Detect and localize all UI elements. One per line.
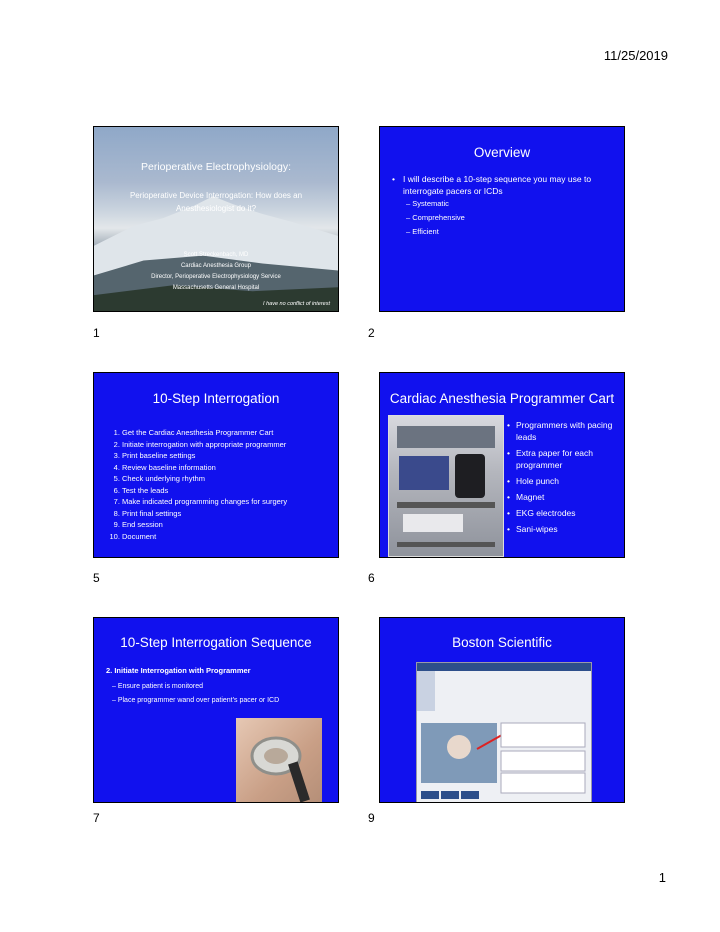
steps-list	[108, 427, 287, 542]
slide-2-title: Overview	[473, 145, 531, 160]
slide-5-title: 10-Step Interrogation	[152, 391, 280, 406]
slide-number: 2	[368, 326, 375, 340]
sub-bullet: – Comprehensive	[406, 213, 465, 222]
slide-1	[93, 126, 339, 312]
step-item: 2. Initiate interrogation with appropriate programmer	[122, 439, 287, 451]
sub-bullet: – Place programmer wand over patient’s pacer or ICD	[112, 697, 280, 704]
step-item: 6. Test the leads	[122, 485, 287, 497]
slide-9-title: Boston Scientific	[452, 635, 552, 650]
step-item: 4. Review baseline information	[122, 462, 287, 474]
header-date: 11/25/2019	[603, 48, 668, 63]
programmer-cart-photo	[388, 415, 504, 557]
step-item: 9. End session	[122, 519, 287, 531]
slide-number: 5	[93, 571, 100, 585]
step-heading: 2. Initiate Interrogation with Programmer	[106, 666, 251, 675]
cart-item: • Programmers with pacing leads	[516, 419, 624, 443]
slide-1-credits	[94, 250, 338, 294]
cart-item: • Sani-wipes	[516, 523, 624, 535]
slide-9	[379, 617, 625, 803]
slide-number: 7	[93, 811, 100, 825]
slide-number: 9	[368, 811, 375, 825]
credit-line: Director, Perioperative Electrophysiology Service	[151, 274, 281, 280]
slide-1-title: Perioperative Electrophysiology:	[141, 161, 291, 173]
slide-7-title: 10-Step Interrogation Sequence	[120, 635, 312, 650]
credit-line: Scott Streckenbach, MD	[183, 252, 249, 258]
slide-number: 6	[368, 571, 375, 585]
slide-6	[379, 372, 625, 558]
slide-1-subtitle: Perioperative Device Interrogation: How does an Anesthesiologist do it?	[129, 191, 303, 213]
page-number: 1	[658, 870, 666, 885]
cart-item: • Hole punch	[516, 475, 624, 487]
cart-item: • Magnet	[516, 491, 624, 503]
step-item: 1. Get the Cardiac Anesthesia Programmer Cart	[122, 427, 287, 439]
credit-line: Cardiac Anesthesia Group	[180, 263, 252, 269]
slide-2	[379, 126, 625, 312]
slide-6-title: Cardiac Anesthesia Programmer Cart	[389, 391, 615, 406]
slide-7	[93, 617, 339, 803]
bullet-item: • I will describe a 10-step sequence you may use to interrogate pacers or ICDs	[392, 173, 612, 197]
step-item: 3. Print baseline settings	[122, 450, 287, 462]
step-item: 8. Print final settings	[122, 508, 287, 520]
overview-bullets	[392, 173, 612, 239]
slide-number: 1	[93, 326, 100, 340]
sub-bullet: – Ensure patient is monitored	[112, 683, 204, 690]
wand-photo	[236, 718, 322, 802]
step-item: 7. Make indicated programming changes for surgery	[122, 496, 287, 508]
sub-bullet: – Efficient	[406, 227, 439, 236]
step-item: 10. Document	[122, 531, 287, 543]
programmer-screen-photo	[416, 662, 592, 803]
cart-items	[506, 419, 624, 539]
slide-5	[93, 372, 339, 558]
cart-item: • EKG electrodes	[516, 507, 624, 519]
credit-line: Massachusetts General Hospital	[172, 285, 260, 291]
cart-item: • Extra paper for each programmer	[516, 447, 624, 471]
conflict-note: I have no conflict of interest	[263, 301, 330, 307]
step-item: 5. Check underlying rhythm	[122, 473, 287, 485]
sub-bullet: – Systematic	[406, 199, 449, 208]
